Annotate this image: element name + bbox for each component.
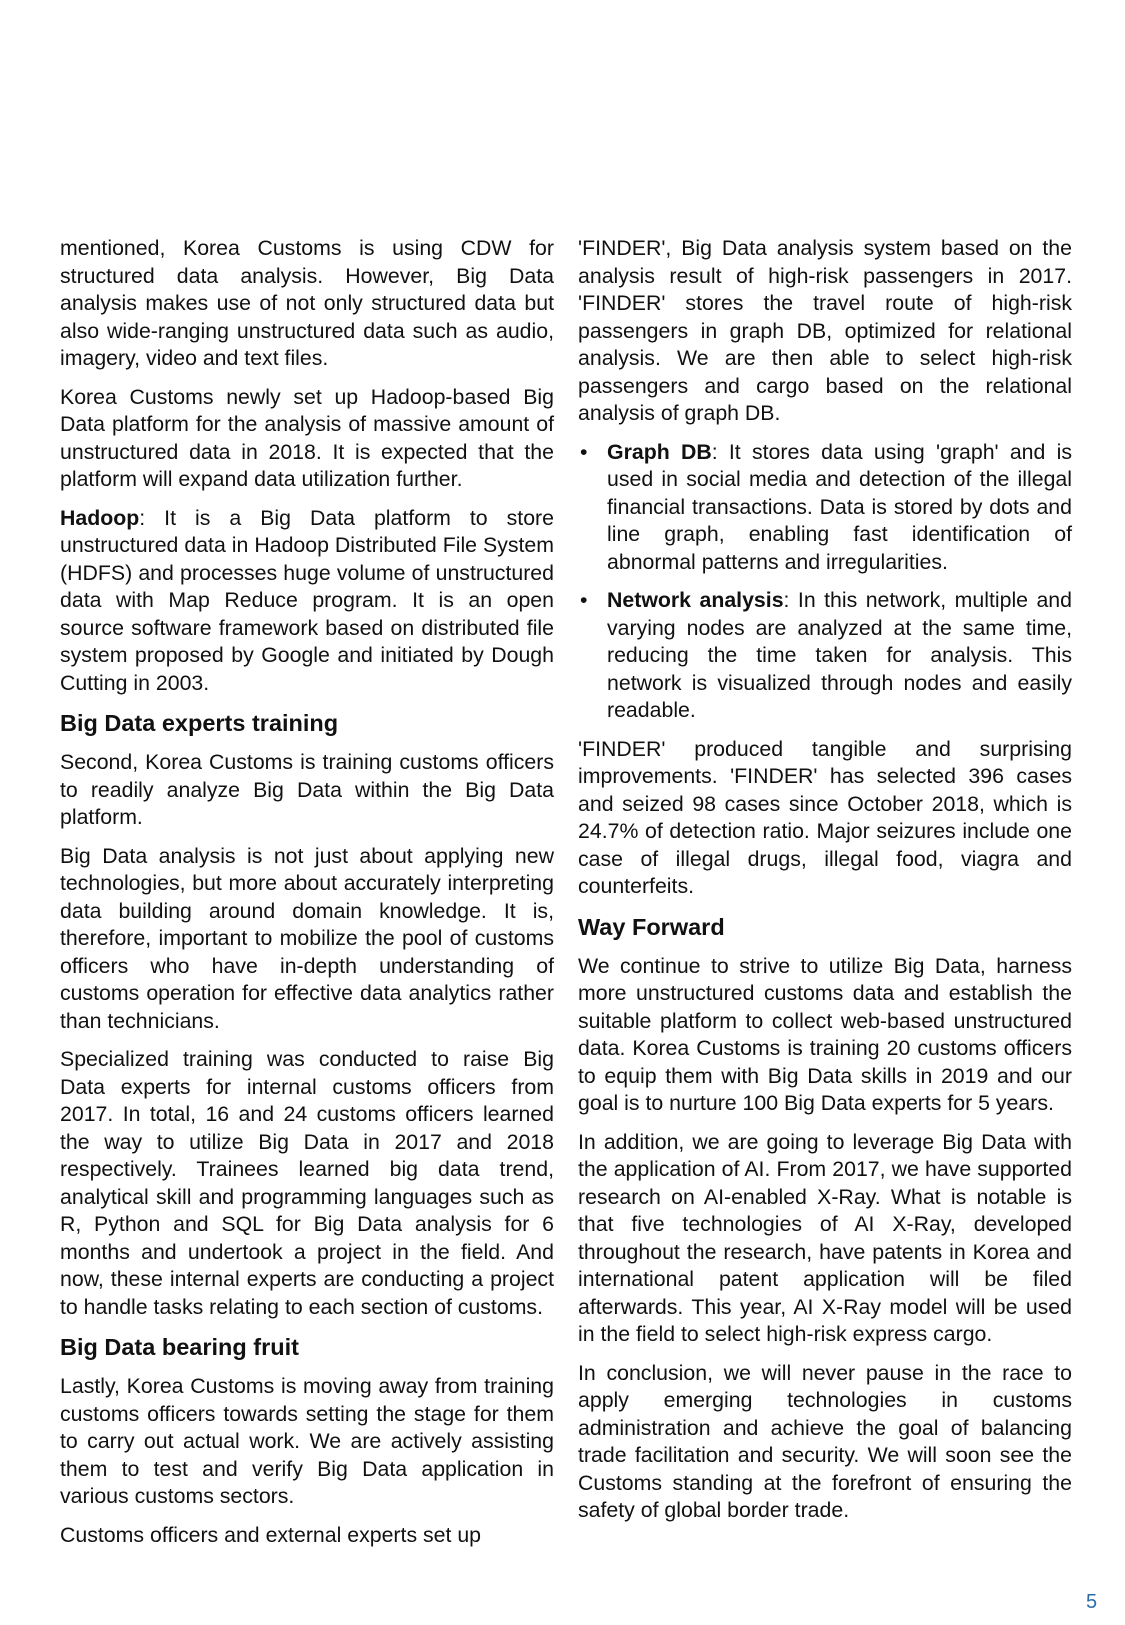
definition-text: : It is a Big Data platform to store unstructured data in Hadoop Distributed File System (HDFS) and processes huge volume of unstructured data with Map Reduce program. It is an open source software framework based on distributed file system proposed by Google and initiated by Dough Cutting in 2003. [60, 505, 554, 695]
term-network-analysis: Network analysis [607, 588, 784, 612]
bullet-item-graph-db [578, 439, 1072, 577]
term-graph-db: Graph DB [607, 439, 712, 464]
definition-text: : In this network, multiple and varying nodes are analyzed at the same time, reducing the time taken for analysis. This network is visualized through nodes and easily readable. [607, 588, 1072, 722]
paragraph: Korea Customs newly set up Hadoop-based Big Data platform for the analysis of massive amount of unstructured data in 2018. It is expected that the platform will expand data utilization further. [60, 384, 554, 491]
paragraph: 'FINDER', Big Data analysis system based on the analysis result of high-risk passengers in 2017. 'FINDER' stores the travel route of high-risk passengers in graph DB, optimized for relational analysis. We are then able to select high-risk passengers and cargo based on the relational analysis of graph DB. [578, 236, 1072, 425]
definition-text: : It stores data using 'graph' and is used in social media and detection of the illegal financial transactions. Data is stored by dots and line graph, enabling fast identification of abnormal patterns and irregularities. [607, 439, 1072, 574]
page-number: 5 [1086, 1591, 1098, 1613]
paragraph: Second, Korea Customs is training customs officers to readily analyze Big Data within the Big Data platform. [60, 750, 554, 829]
bullet-icon: • [580, 588, 588, 612]
paragraph: mentioned, Korea Customs is using CDW for structured data analysis. However, Big Data analysis makes use of not only structured data but also wide-ranging unstructured data such as audio, imagery, video and text files. [60, 236, 554, 370]
term-hadoop: Hadoop [60, 505, 140, 530]
left-column [60, 235, 554, 1549]
bullet-list [578, 439, 1072, 725]
paragraph: Specialized training was conducted to raise Big Data experts for internal customs officers from 2017. In total, 16 and 24 customs officers learned the way to utilize Big Data in 2017 and 2018 respectively. Trainees learned big data trend, analytical skill and programming languages such as R, Python and SQL for Big Data analysis for 6 months and undertook a project in the field. And now, these internal experts are conducting a project to handle tasks relating to each section of customs. [60, 1047, 554, 1319]
paragraph: Lastly, Korea Customs is moving away from training customs officers towards setting the stage for them to carry out actual work. We are actively assisting them to test and verify Big Data application in various customs sectors. [60, 1374, 554, 1508]
section-heading-training: Big Data experts training [60, 710, 339, 736]
section-heading-way-forward: Way Forward [578, 913, 725, 940]
definition-paragraph [60, 505, 554, 698]
paragraph: We continue to strive to utilize Big Data, harness more unstructured customs data and establish the suitable platform to collect web-based unstructured data. Korea Customs is training 20 customs officers to equip them with Big Data skills in 2019 and our goal is to nurture 100 Big Data experts for 5 years. [578, 953, 1072, 1115]
paragraph: Customs officers and external experts set up [60, 1522, 482, 1547]
paragraph: In conclusion, we will never pause in the race to apply emerging technologies in customs administration and achieve the goal of balancing trade facilitation and security. We will soon see the Customs standing at the forefront of ensuring the safety of global border trade. [578, 1360, 1072, 1522]
bullet-icon: • [580, 439, 588, 464]
right-column [578, 235, 1072, 1536]
paragraph: Big Data analysis is not just about applying new technologies, but more about accurately interpreting data building around domain knowledge. It is, therefore, important to mobilize the pool of customs officers who have in-depth understanding of customs operation for effective data analytics rather than technicians. [60, 843, 554, 1033]
bullet-item-network-analysis [578, 587, 1072, 725]
paragraph: In addition, we are going to leverage Big Data with the application of AI. From 2017, we have supported research on AI-enabled X-Ray. What is notable is that five technologies of AI X-Ray, developed throughout the research, have patents in Korea and international patent application will be filed afterwards. This year, AI X-Ray model will be used in the field to select high-risk express cargo. [578, 1129, 1072, 1346]
paragraph: 'FINDER' produced tangible and surprising improvements. 'FINDER' has selected 396 cases and seized 98 cases since October 2018, which is 24.7% of detection ratio. Major seizures include one case of illegal drugs, illegal food, viagra and counterfeits. [578, 736, 1072, 898]
section-heading-fruit: Big Data bearing fruit [60, 1334, 299, 1360]
